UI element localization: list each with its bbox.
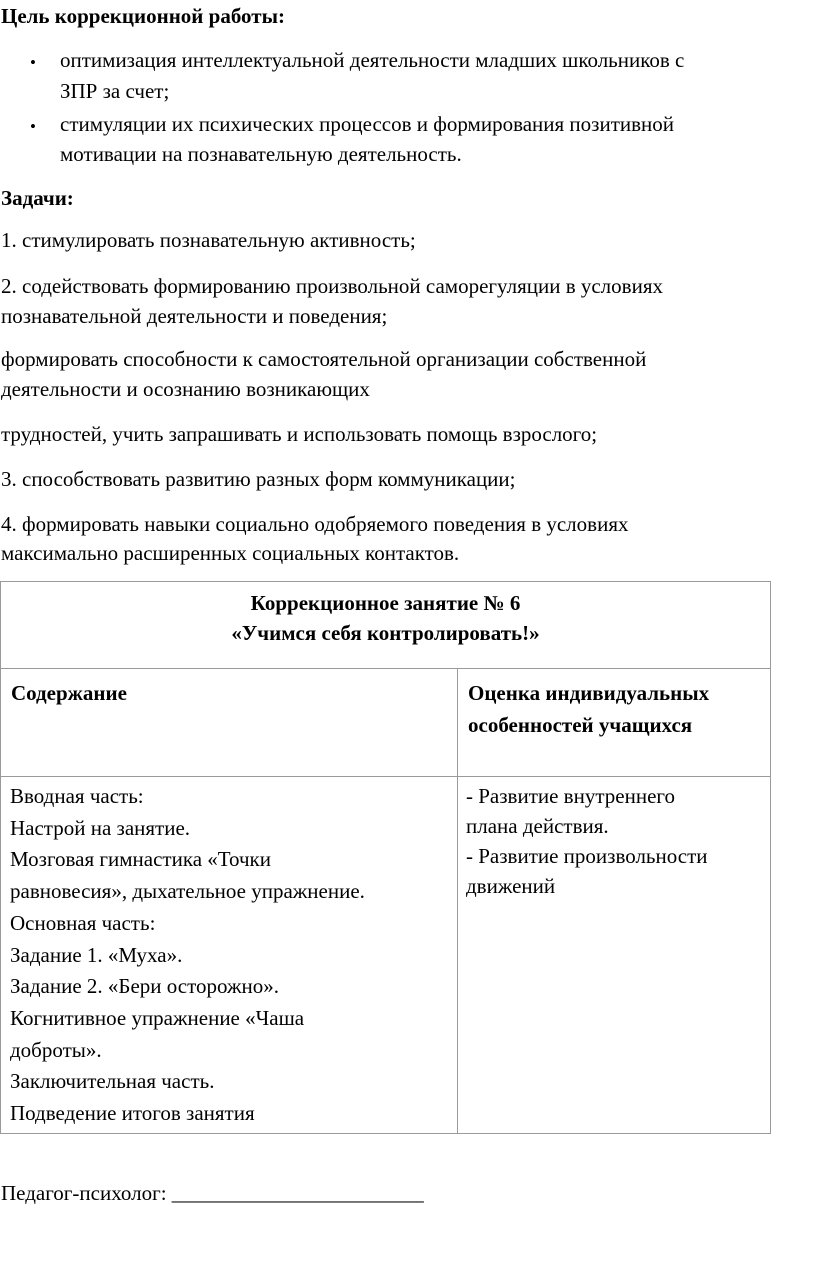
content-line: Когнитивное упражнение «Чаша — [10, 1005, 305, 1030]
tasks-heading: Задачи: — [1, 186, 74, 210]
content-line: Задание 2. «Бери осторожно». — [10, 974, 279, 999]
lesson-content-cell — [1, 777, 458, 1134]
table-row — [1, 777, 771, 1134]
goal-item-2-line1: стимуляции их психических процессов и формирования позитивной — [60, 112, 675, 136]
content-line: доброты». — [10, 1037, 102, 1062]
task-line: 3. способствовать развитию разных форм коммуникации; — [1, 467, 516, 491]
evaluation-line: - Развитие внутреннего — [466, 784, 675, 808]
content-line: Задание 1. «Муха». — [10, 942, 183, 967]
signature-line: Педагог-психолог: ________________________ — [1, 1181, 424, 1205]
column-header-content: Содержание — [11, 681, 127, 705]
content-line: Настрой на занятие. — [10, 815, 191, 840]
goal-heading: Цель коррекционной работы: — [1, 4, 285, 28]
content-line: Мозговая гимнастика «Точки — [10, 847, 272, 872]
evaluation-cell — [458, 777, 771, 1134]
task-line: трудностей, учить запрашивать и использовать помощь взрослого; — [1, 422, 598, 446]
goal-item-2-line2: мотивации на познавательную деятельность. — [60, 142, 462, 166]
task-line: максимально расширенных социальных контактов. — [1, 541, 460, 565]
table-row — [1, 669, 771, 777]
evaluation-line: плана действия. — [466, 814, 609, 838]
column-header-cell — [458, 669, 771, 777]
evaluation-line: - Развитие произвольности — [466, 844, 708, 868]
column-header-evaluation: Оценка индивидуальных особенностей учащихся — [468, 681, 710, 737]
lesson-title-cell — [1, 582, 771, 669]
content-line: Подведение итогов занятия — [10, 1101, 255, 1126]
bullet-icon: • — [30, 53, 36, 72]
table-row — [1, 582, 771, 669]
content-line: Заключительная часть. — [10, 1069, 215, 1094]
evaluation-line: движений — [466, 874, 556, 898]
goal-item-1-line1: оптимизация интеллектуальной деятельности младших школьников с — [60, 48, 685, 72]
content-line: равновесия», дыхательное упражнение. — [10, 879, 365, 904]
goal-item-1-line2: ЗПР за счет; — [60, 79, 170, 103]
task-line: познавательной деятельности и поведения; — [1, 304, 388, 328]
lesson-subtitle: «Учимся себя контролировать!» — [231, 621, 540, 645]
content-line: Основная часть: — [10, 910, 156, 935]
lesson-title: Коррекционное занятие № 6 — [250, 591, 521, 615]
task-line: 4. формировать навыки социально одобряемого поведения в условиях — [1, 512, 629, 536]
lesson-table — [0, 581, 771, 1134]
task-line: деятельности и осознанию возникающих — [1, 377, 370, 401]
column-header-cell — [1, 669, 458, 777]
bullet-icon: • — [30, 117, 36, 136]
task-line: 2. содействовать формированию произвольной саморегуляции в условиях — [1, 274, 663, 298]
content-line: Вводная часть: — [10, 784, 144, 808]
task-line: формировать способности к самостоятельной организации собственной — [1, 347, 647, 371]
task-line: 1. стимулировать познавательную активность; — [1, 228, 416, 252]
